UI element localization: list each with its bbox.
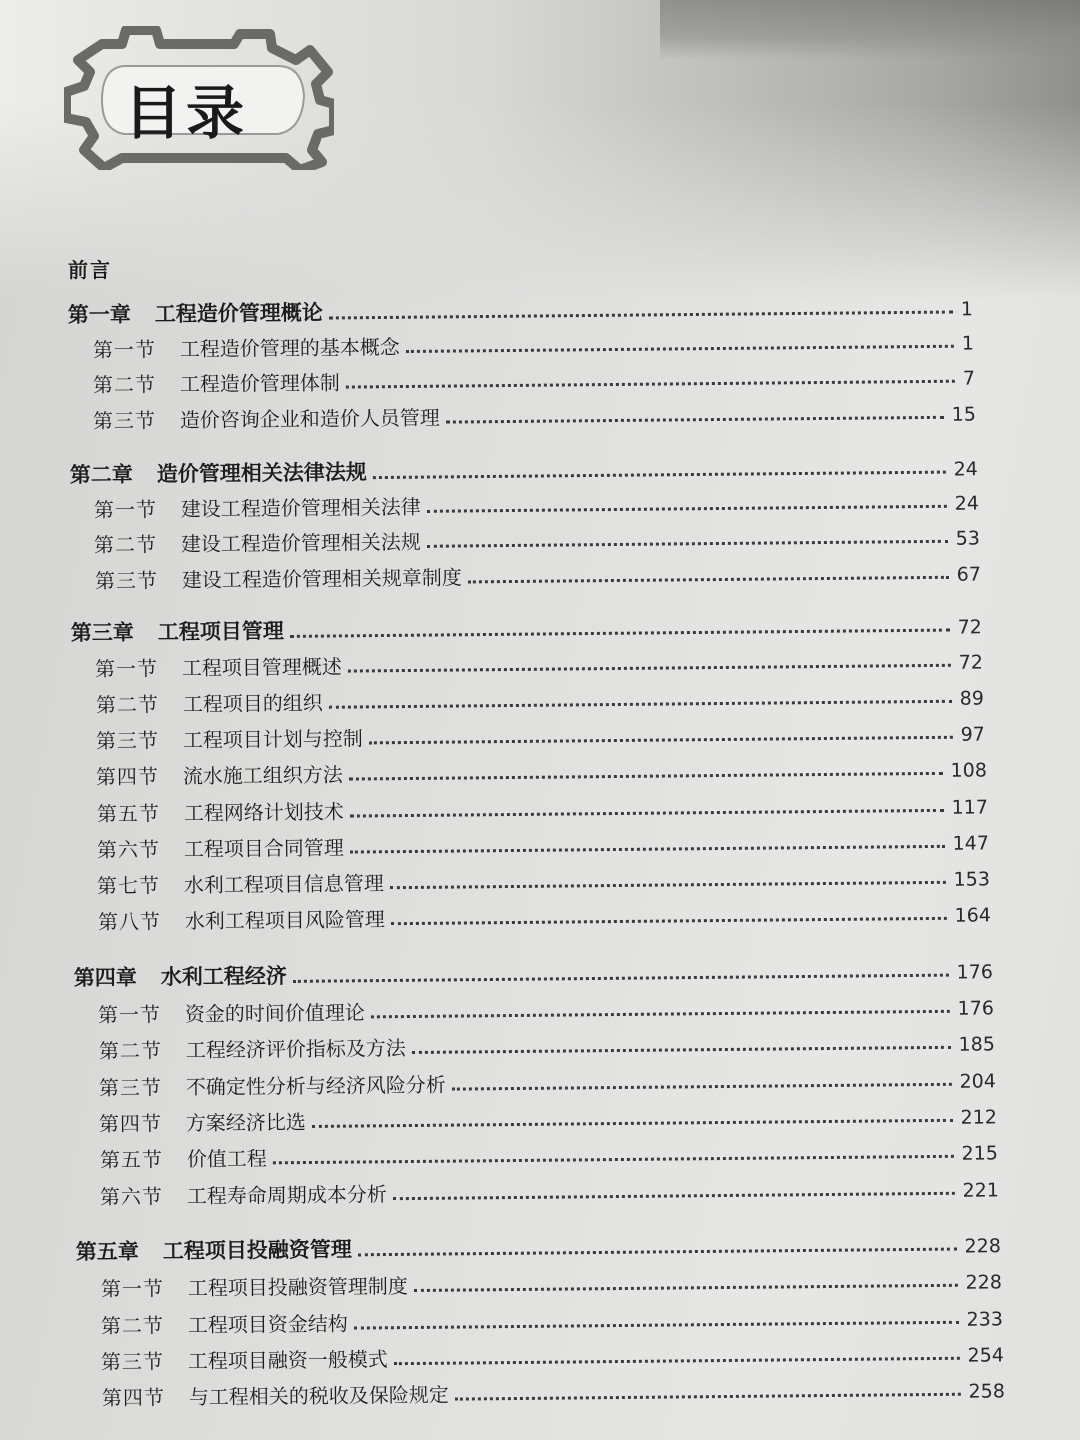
dot-leader — [346, 380, 955, 389]
toc-section-row[interactable] — [97, 789, 988, 827]
dot-leader — [358, 1248, 957, 1257]
dot-leader — [393, 1192, 955, 1200]
section-number: 第二节 — [92, 372, 156, 398]
dot-leader — [446, 416, 944, 424]
section-number: 第三节 — [94, 568, 158, 594]
dot-leader — [290, 629, 950, 638]
section-number: 第六节 — [99, 1184, 163, 1209]
dot-leader — [394, 1357, 960, 1365]
dot-leader — [468, 576, 949, 584]
toc-section-row[interactable] — [101, 1264, 1002, 1302]
page-number: 1 — [961, 332, 974, 355]
section-number: 第四节 — [101, 1385, 165, 1410]
dot-leader — [329, 311, 953, 320]
section-title: 工程项目融资一般模式 — [187, 1347, 388, 1374]
toc-section-row[interactable] — [94, 520, 980, 558]
dot-leader — [349, 772, 943, 781]
page-number: 164 — [954, 904, 991, 927]
preface-entry[interactable]: 前言 — [68, 258, 112, 282]
page-number: 1 — [960, 298, 973, 321]
section-number: 第一节 — [92, 337, 156, 363]
section-title: 建设工程造价管理相关规章制度 — [181, 565, 462, 593]
page-number: 24 — [953, 458, 978, 481]
section-number: 第一节 — [100, 1276, 164, 1301]
page-number: 7 — [962, 367, 975, 390]
section-number: 第二节 — [100, 1313, 164, 1338]
dot-leader — [390, 881, 946, 889]
section-title: 流水施工组织方法 — [182, 762, 343, 789]
toc-section-row[interactable] — [100, 1135, 998, 1173]
page-number: 185 — [958, 1033, 995, 1056]
section-title: 不确定性分析与经济风险分析 — [185, 1072, 446, 1100]
page-number: 24 — [954, 492, 979, 515]
dot-leader — [452, 1083, 952, 1091]
dot-leader — [406, 345, 954, 353]
chapter-number: 第一章 — [67, 301, 131, 328]
page-number: 258 — [968, 1380, 1005, 1403]
toc-chapter-row[interactable] — [68, 290, 973, 329]
page-number: 176 — [956, 961, 993, 984]
dot-leader — [329, 700, 952, 709]
section-title: 工程项目合同管理 — [183, 835, 344, 862]
dot-leader — [293, 974, 949, 983]
section-number: 第三节 — [100, 1349, 164, 1374]
toc-section-row[interactable] — [101, 1301, 1003, 1339]
chapter-number: 第二章 — [69, 461, 133, 488]
page-number: 72 — [958, 651, 983, 674]
page-number: 89 — [959, 687, 984, 710]
section-title: 工程网络计划技术 — [183, 799, 344, 826]
toc-section-row[interactable] — [99, 1026, 995, 1064]
section-title: 水利工程项目信息管理 — [183, 871, 384, 898]
toc-section-row[interactable] — [100, 1172, 999, 1210]
toc-section-row[interactable] — [99, 1099, 997, 1137]
page-number: 228 — [965, 1271, 1002, 1294]
chapter-number: 第三章 — [70, 619, 134, 646]
toc-section-row[interactable] — [98, 990, 994, 1028]
section-number: 第六节 — [96, 837, 160, 863]
section-title: 工程项目管理概述 — [181, 654, 342, 681]
dot-leader — [354, 1321, 959, 1330]
section-title: 造价咨询企业和造价人员管理 — [179, 405, 440, 433]
section-number: 第五节 — [99, 1147, 163, 1172]
section-number: 第一节 — [94, 656, 158, 682]
section-number: 第四节 — [98, 1111, 162, 1136]
dot-leader — [391, 917, 947, 925]
toc-section-row[interactable] — [93, 361, 975, 398]
dot-leader — [373, 471, 946, 479]
dot-leader — [427, 505, 947, 513]
page-number: 15 — [951, 403, 976, 426]
page-number: 215 — [961, 1142, 998, 1165]
toc-section-row[interactable] — [99, 1063, 996, 1101]
toc-chapter-row[interactable] — [74, 953, 993, 992]
section-number: 第三节 — [98, 1075, 162, 1100]
toc-section-row[interactable] — [93, 326, 974, 363]
chapter-title: 造价管理相关法律法规 — [156, 459, 367, 487]
dot-leader — [350, 845, 945, 854]
toc-section-row[interactable] — [96, 680, 984, 718]
page-number: 228 — [964, 1235, 1001, 1258]
toc-section-row[interactable] — [95, 644, 983, 682]
page-number: 108 — [950, 759, 987, 782]
section-number: 第三节 — [92, 408, 156, 434]
toc-section-row[interactable] — [96, 716, 985, 754]
dot-leader — [412, 1046, 951, 1054]
section-title: 工程寿命周期成本分析 — [186, 1182, 387, 1209]
toc-section-row[interactable] — [102, 1373, 1005, 1411]
chapter-title: 工程造价管理概论 — [154, 299, 323, 327]
section-title: 工程造价管理的基本概念 — [179, 335, 400, 362]
page-number: 221 — [962, 1179, 999, 1202]
section-title: 资金的时间价值理论 — [184, 1000, 365, 1027]
section-title: 工程项目的组织 — [182, 690, 323, 717]
toc-chapter-row[interactable] — [76, 1227, 1001, 1266]
page-number: 153 — [953, 868, 990, 891]
toc-section-row[interactable] — [97, 825, 989, 863]
toc-section-row[interactable] — [95, 556, 981, 594]
section-title: 方案经济比选 — [185, 1110, 306, 1136]
section-number: 第二节 — [98, 1038, 162, 1063]
section-number: 第八节 — [97, 909, 161, 935]
page-number: 233 — [966, 1308, 1003, 1331]
page-number: 204 — [959, 1070, 996, 1093]
toc-section-row[interactable] — [96, 752, 987, 790]
dot-leader — [414, 1284, 958, 1292]
section-number: 第四节 — [95, 764, 159, 790]
dot-leader — [427, 540, 948, 548]
section-number: 第二节 — [93, 532, 157, 558]
chapter-title: 水利工程经济 — [160, 962, 287, 990]
section-number: 第三节 — [95, 728, 159, 754]
toc-section-row[interactable] — [93, 397, 976, 434]
dot-leader — [312, 1119, 953, 1128]
page-number: 212 — [960, 1106, 997, 1129]
chapter-title: 工程项目管理 — [157, 617, 284, 645]
dot-leader — [273, 1155, 954, 1165]
section-title: 工程项目投融资管理制度 — [187, 1274, 408, 1301]
page-number: 72 — [957, 616, 982, 639]
section-title: 工程经济评价指标及方法 — [185, 1036, 406, 1063]
chapter-number: 第五章 — [75, 1238, 139, 1265]
dot-leader — [348, 664, 951, 673]
dot-leader — [350, 809, 944, 818]
section-title: 价值工程 — [186, 1146, 267, 1172]
section-number: 第一节 — [93, 497, 157, 523]
page-number: 254 — [967, 1344, 1004, 1367]
dot-leader — [455, 1393, 961, 1401]
section-number: 第二节 — [95, 692, 159, 718]
chapter-number: 第四章 — [73, 964, 137, 991]
section-title: 建设工程造价管理相关法规 — [180, 529, 421, 557]
toc-section-row[interactable] — [97, 861, 990, 899]
section-title: 与工程相关的税收及保险规定 — [188, 1382, 449, 1410]
page-number: 176 — [957, 997, 994, 1020]
section-title: 工程造价管理体制 — [179, 370, 340, 397]
page-number: 97 — [960, 723, 985, 746]
section-number: 第五节 — [96, 801, 160, 827]
dot-leader — [371, 1010, 950, 1019]
chapter-title: 工程项目投融资管理 — [162, 1236, 352, 1264]
toc-section-row[interactable] — [98, 897, 991, 935]
toc-section-row[interactable] — [94, 486, 979, 523]
section-title: 建设工程造价管理相关法律 — [180, 494, 421, 522]
section-title: 水利工程项目风险管理 — [184, 907, 385, 934]
page-number: 147 — [952, 832, 989, 855]
toc-chapter-row[interactable] — [71, 608, 982, 647]
dot-leader — [369, 736, 953, 745]
toc-section-row[interactable] — [101, 1337, 1004, 1375]
section-number: 第一节 — [97, 1002, 161, 1027]
page-number: 117 — [951, 796, 988, 819]
section-title: 工程项目计划与控制 — [182, 726, 363, 753]
section-title: 工程项目资金结构 — [187, 1311, 348, 1338]
page-number: 53 — [955, 527, 980, 550]
toc-heading: 目录 — [124, 79, 249, 147]
section-number: 第七节 — [96, 873, 160, 899]
toc-chapter-row[interactable] — [70, 450, 978, 489]
page-number: 67 — [956, 563, 981, 586]
